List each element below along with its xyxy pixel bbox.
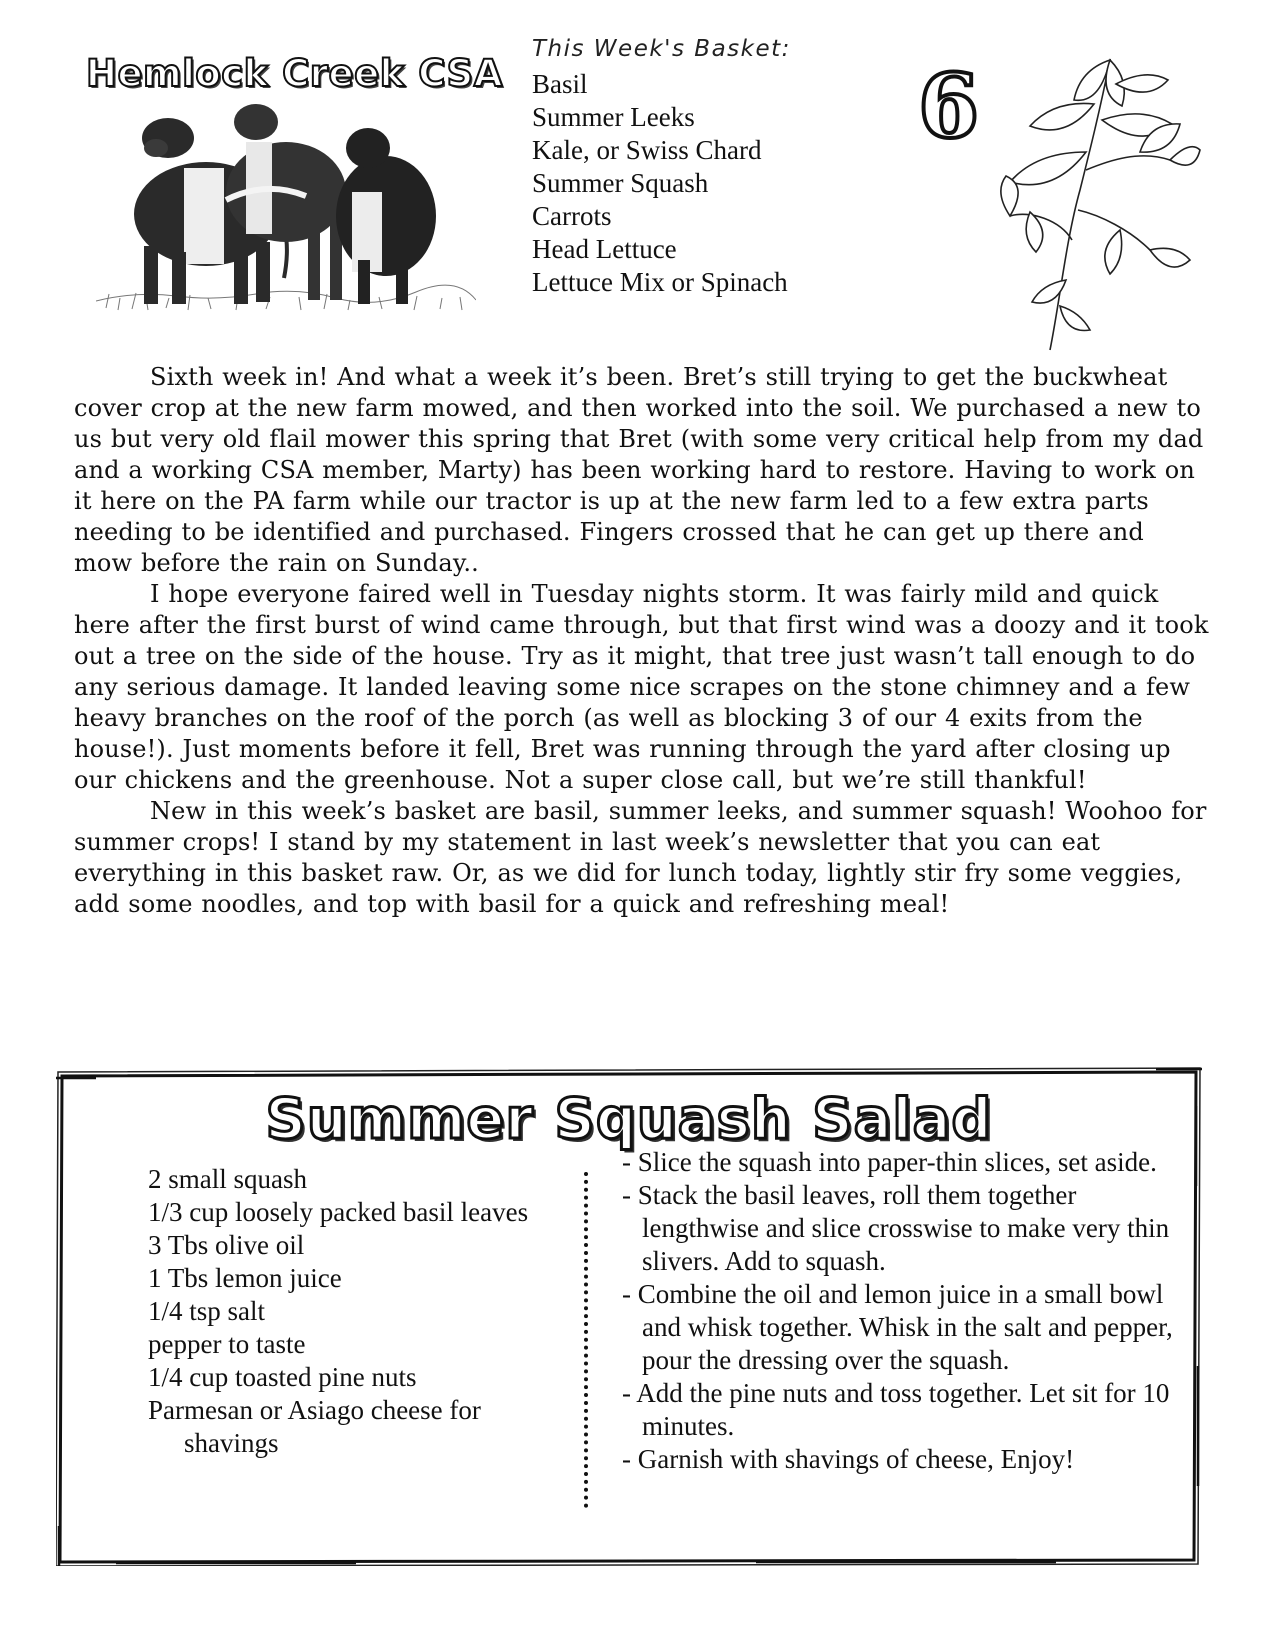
direction-step: - Add the pine nuts and toss together. Let sit for 10 minutes.	[622, 1378, 1170, 1441]
direction-step: - Combine the oil and lemon juice in a small bowl and whisk together. Whisk in the salt and pepper, pour the dressing over the squash.	[622, 1279, 1173, 1375]
basket-item: Carrots	[532, 201, 612, 231]
basil-sprig-illustration	[990, 40, 1205, 355]
ingredient-item: pepper to taste	[148, 1329, 306, 1359]
article-paragraph: I hope everyone faired well in Tuesday nights storm. It was fairly mild and quick here after the first burst of wind came through, but that first wind was a doozy and it took out a tree on the side of the house. Try as it might, that tree just wasn’t tall enough to do any serious damage. It landed leaving some nice scrapes on the stone chimney and a few heavy branches on the roof of the porch (as well as blocking 3 of our 4 exits from the house!). Just moments before it fell, Bret was running through the yard after closing up our chickens and the greenhouse. Not a super close call, but we’re still thankful!	[74, 580, 1209, 794]
direction-step: - Stack the basil leaves, roll them together lengthwise and slice crosswise to make very thin slivers. Add to squash.	[622, 1180, 1170, 1276]
ingredient-item: 3 Tbs olive oil	[148, 1230, 305, 1260]
basket-item: Basil	[532, 69, 588, 99]
direction-step: - Slice the squash into paper-thin slices, set aside.	[622, 1147, 1157, 1177]
article-body	[74, 362, 1210, 920]
column-divider	[584, 1172, 588, 1508]
week-number: 6	[918, 54, 980, 158]
basket-item: Lettuce Mix or Spinach	[532, 267, 788, 297]
basket-item: Summer Squash	[532, 168, 709, 198]
basket-list	[532, 68, 788, 299]
article-paragraph: Sixth week in! And what a week it’s been. Bret’s still trying to get the buckwheat cover crop at the new farm mowed, and then worked into the soil. We purchased a new to us but very old flail mower this spring that Bret (with some very critical help from my dad and a working CSA member, Marty) has been working hard to restore. Having to work on it here on the PA farm while our tractor is up at the new farm led to a few extra parts needing to be identified and purchased. Fingers crossed that he can get up there and mow before the rain on Sunday..	[74, 363, 1204, 577]
basket-item: Kale, or Swiss Chard	[532, 135, 762, 165]
basket-heading: This Week's Basket:	[532, 36, 791, 62]
recipe-title: Summer Squash Salad	[265, 1087, 993, 1152]
newsletter-title: Hemlock Creek CSA	[86, 52, 503, 95]
cow-right	[336, 128, 436, 304]
ingredient-item: 1 Tbs lemon juice	[148, 1263, 342, 1293]
ingredient-item: 1/4 cup toasted pine nuts	[148, 1362, 417, 1392]
basket-item: Summer Leeks	[532, 102, 695, 132]
ingredients-list	[148, 1163, 578, 1460]
direction-step: - Garnish with shavings of cheese, Enjoy!	[622, 1444, 1075, 1474]
ingredient-item: 1/4 tsp salt	[148, 1296, 266, 1326]
ingredient-item: 2 small squash	[148, 1164, 307, 1194]
cows-illustration	[96, 96, 476, 318]
ingredient-item: Parmesan or Asiago cheese for shavings	[148, 1395, 481, 1458]
ingredient-item: 1/3 cup loosely packed basil leaves	[148, 1197, 529, 1227]
directions-list	[622, 1146, 1182, 1476]
article-paragraph: New in this week’s basket are basil, summer leeks, and summer squash! Woohoo for summer crops! I stand by my statement in last week’s newsletter that you can eat everything in this basket raw. Or, as we did for lunch today, lightly stir fry some veggies, add some noodles, and top with basil for a quick and refreshing meal!	[74, 797, 1207, 918]
basket-item: Head Lettuce	[532, 234, 677, 264]
